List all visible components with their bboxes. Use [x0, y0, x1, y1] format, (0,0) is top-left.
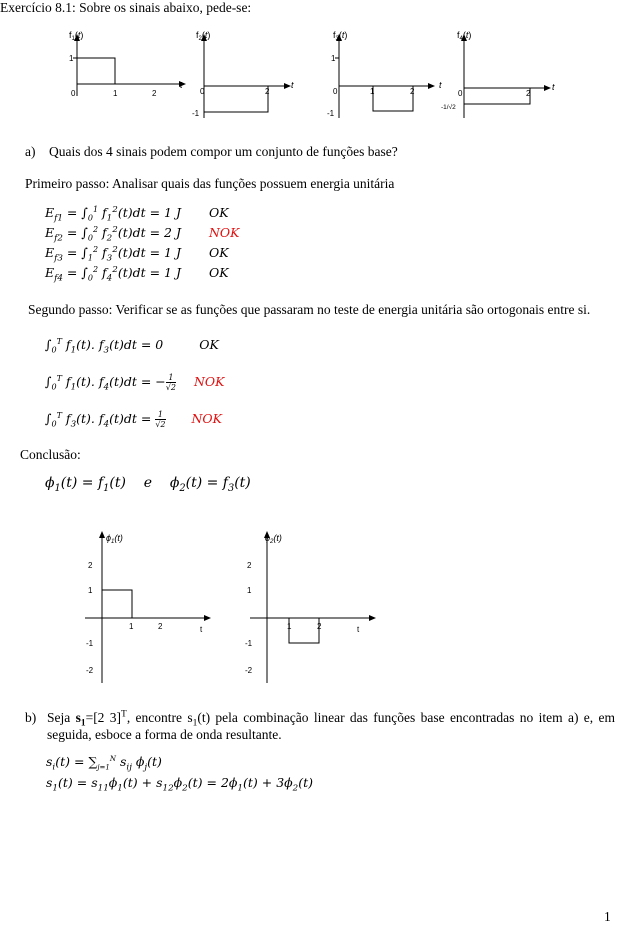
plot-f1	[55, 26, 190, 116]
f3-tick-y1: 1	[331, 54, 336, 63]
f2-tick-x2: 2	[265, 87, 270, 96]
f1-tick-y1: 1	[69, 54, 74, 63]
step1-text: Primeiro passo: Analisar quais das funções possuem energia unitária	[25, 176, 395, 191]
f1-label: $f_1(t)$	[69, 30, 84, 42]
phi1-tick-x1: 1	[129, 622, 134, 631]
f1-origin: 0	[71, 89, 76, 98]
phi1-tick-y1: 1	[88, 586, 93, 595]
final-eq-1: $s_i(t) = \sum_{j=1}^N$ $s_{ij}$ $\phi_j(t)$	[46, 754, 162, 773]
product-eq-1: $\int_0^T$ $f_1(t)$. $f_3(t)dt = 0$ OK	[45, 336, 219, 356]
f2-t: t	[291, 80, 294, 90]
phi2-tick-x2: 2	[317, 622, 322, 631]
phi2-t: t	[357, 625, 360, 634]
f3-origin: 0	[333, 87, 338, 96]
plot-phi2	[245, 528, 380, 688]
f1-t: t	[180, 80, 183, 90]
page-number: 1	[604, 909, 611, 924]
plot-phi1	[80, 528, 215, 688]
energy-equations	[45, 205, 240, 285]
phi1-label: $\phi_1(t)$	[106, 533, 123, 545]
energy-eq-4: $E_{f4} = \int_0^2$ $f_4^2(t)dt = 1$ J OK	[45, 264, 229, 284]
conclusion-label: Conclusão:	[20, 447, 81, 462]
final-eq-2: $s_1(t) = s_{11}\phi_1(t) + s_{12}\phi_2(t) = 2\phi_1(t) + 3\phi_2(t)$	[46, 775, 314, 794]
f3-tick-x2: 2	[410, 87, 415, 96]
question-a: a) Quais dos 4 sinais podem compor um conjunto de funções base?	[25, 144, 398, 159]
step2-text: Segundo passo: Verificar se as funções que passaram no teste de energia unitária são ortogonais entre si.	[28, 302, 591, 317]
phi2-tick-y1: 1	[247, 586, 252, 595]
phi1-tick-x2: 2	[158, 622, 163, 631]
conclusion-equation: $\phi_1(t) = f_1(t)$ e $\phi_2(t) = f_3(t)$	[45, 475, 251, 494]
question-b-label: b)	[25, 710, 37, 725]
plot-f2	[188, 26, 303, 121]
question-b	[25, 709, 615, 743]
f4-tick-y: -1/√2	[441, 104, 456, 111]
f4-t: t	[552, 82, 555, 92]
f1-tick-x2: 2	[152, 89, 157, 98]
f4-label: $f_4(t)$	[457, 30, 472, 42]
f4-origin: 0	[458, 89, 463, 98]
phi1-t: t	[200, 625, 203, 634]
f3-label: $f_3(t)$	[333, 30, 348, 42]
f4-tick-x2: 2	[526, 89, 531, 98]
energy-eq-2: $E_{f2} = \int_0^2$ $f_2^2(t)dt = 2$ J NOK	[45, 224, 240, 244]
phi2-tick-y-2: -2	[245, 666, 253, 675]
question-b-text: Seja $s_1=[2$ 3]$^T$, encontre $s_1(t)$ pela combinação linear das funções base encontradas no item a) e, em seguida, esboce a forma de onda resultante.	[47, 709, 616, 742]
phi1-tick-y-2: -2	[86, 666, 94, 675]
product-eq-2: $\int_0^T$ $f_1(t)$. $f_4(t)dt$ = − $\frac{1}{√2}$ NOK	[45, 373, 225, 393]
phi1-tick-y2: 2	[88, 561, 93, 570]
exercise-title: Exercício 8.1: Sobre os sinais abaixo, pede-se:	[0, 0, 252, 15]
phi2-tick-y2: 2	[247, 561, 252, 570]
f3-tick-x1: 1	[370, 87, 375, 96]
energy-eq-3: $E_{f3} = \int_1^2$ $f_3^2(t)dt = 1$ J OK	[45, 244, 229, 264]
energy-eq-1: $E_{f1} = \int_0^1$ $f_1^2(t)dt = 1$ J OK	[45, 204, 229, 224]
f3-tick-y-1: -1	[327, 109, 335, 118]
phi2-label: $\phi_2(t)$	[265, 533, 282, 545]
plot-f4	[440, 26, 560, 121]
f3-t: t	[439, 80, 442, 90]
f2-origin: 0	[200, 87, 205, 96]
plot-f3	[325, 26, 450, 121]
phi1-tick-y-1: -1	[86, 639, 94, 648]
f1-tick-x1: 1	[113, 89, 118, 98]
phi2-tick-y-1: -1	[245, 639, 253, 648]
f2-label: $f_2(t)$	[196, 30, 211, 42]
phi2-tick-x1: 1	[287, 622, 292, 631]
product-eq-3: $\int_0^T$ $f_3(t)$. $f_4(t)dt$ = $\frac{1}{√2}$ NOK	[45, 410, 223, 430]
f2-tick-y-1: -1	[192, 109, 200, 118]
